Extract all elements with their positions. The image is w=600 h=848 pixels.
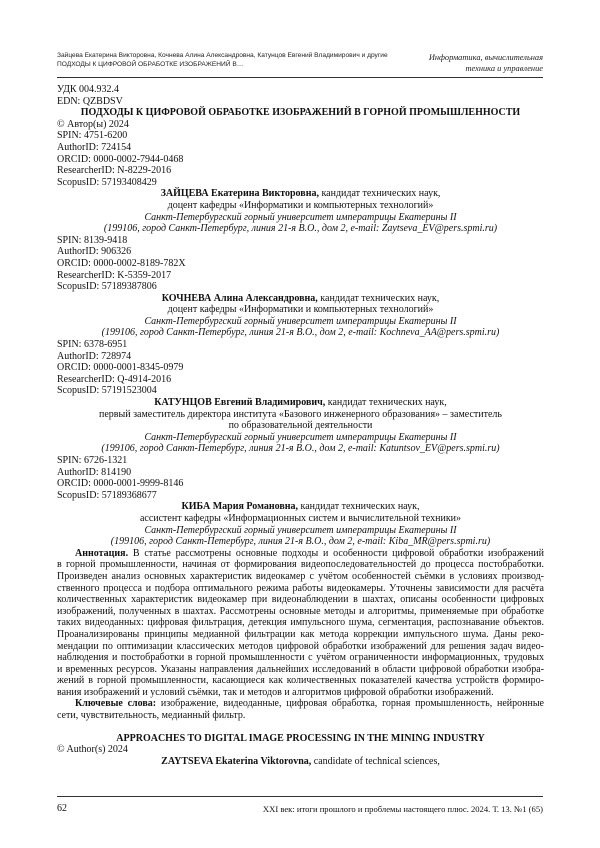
english-author-name: ZAYTSEVA Ekaterina Viktorovna,	[161, 755, 312, 767]
copyright-line: © Автор(ы) 2024	[57, 118, 129, 130]
edn-code: EDN: QZBDSV	[57, 95, 123, 107]
english-copyright: © Author(s) 2024	[57, 744, 128, 756]
abstract-line: наблюдения и постобработки в горной промышленности с учётом ограниченности информационных, трудовых	[57, 652, 544, 664]
author-id-line: ResearcherID: K-5359-2017	[57, 269, 172, 281]
author-id-line: ResearcherID: N-8229-2016	[57, 165, 172, 177]
running-header-journal	[393, 53, 543, 74]
author-id-line: SPIN: 8139-9418	[57, 234, 128, 246]
author-id-line: ScopusID: 57189368677	[57, 489, 157, 501]
author-id-line: ORCID: 0000-0001-8345-0979	[57, 362, 184, 374]
author-id-line: AuthorID: 906326	[57, 246, 132, 258]
author-ids	[57, 339, 544, 397]
author-id-line: SPIN: 6726-1321	[57, 455, 128, 466]
author-name-line	[57, 501, 544, 513]
keywords	[57, 698, 544, 721]
abstract-line: ственного процесса и подбора оптимального режима работы видеокамеры. Уточнены зависимости для расчёта	[57, 582, 544, 594]
footer-rule	[57, 796, 543, 797]
author-id-line: AuthorID: 728974	[57, 350, 132, 362]
running-header-left	[57, 52, 397, 69]
author-id-line: SPIN: 4751-6200	[57, 130, 128, 142]
abstract-line: в горной промышленности, начиная от формирования видеопоследовательностей до процесса постобработки.	[57, 559, 544, 571]
abstract	[57, 548, 544, 699]
abstract-line: Проанализированы принципы медианной фильтрации как метода коррекции импульсного шума. Даны реко-	[57, 628, 544, 640]
abstract-line: количественных характеристик видеокамер при видеонаблюдении в шахтах, описаны особенности цифровых	[57, 594, 544, 606]
author-address: (199106, город Санкт-Петербург, линия 21-я В.О., дом 2, e-mail: Katuntsov_EV@pers.spmi.ru)	[101, 443, 500, 455]
author-university: Санкт-Петербургский горный университет императрицы Екатерины II	[144, 211, 457, 223]
author-id-line: ScopusID: 57191523004	[57, 385, 157, 397]
author-id-line: ResearcherID: Q-4914-2016	[57, 373, 172, 385]
article-title: ПОДХОДЫ К ЦИФРОВОЙ ОБРАБОТКЕ ИЗОБРАЖЕНИЙ В ГОРНОЙ ПРОМЫШЛЕННОСТИ	[80, 107, 521, 119]
article-content	[57, 84, 544, 767]
author-position-cont: по образовательной деятельности	[228, 420, 373, 432]
author-id-line: ORCID: 0000-0002-7944-0468	[57, 153, 184, 165]
journal-section-line2: техника и управление	[465, 63, 543, 73]
author-position: ассистент кафедры «Информационных систем и вычислительной техники»	[139, 512, 462, 524]
author-id-line: SPIN: 6378-6951	[57, 339, 128, 351]
abstract-line: и временных ресурсов. Указаны направления дальнейших исследований в области цифровой обработки изобра-	[57, 663, 544, 675]
author-name-line	[57, 293, 544, 305]
author-degree: кандидат технических наук,	[298, 501, 420, 513]
author-name: КИБА Мария Романовна,	[181, 501, 299, 513]
footer-journal: XXI век: итоги прошлого и проблемы настоящего плюс. 2024. Т. 13. №1 (65)	[262, 804, 543, 814]
abstract-line: Аннотация. В статье рассмотрены основные подходы и особенности цифровой обработки изображений	[75, 547, 544, 559]
keywords-line: сети, чувствительность, медианный фильтр.	[57, 710, 246, 722]
author-position: доцент кафедры «Информатики и компьютерных технологий»	[167, 199, 434, 211]
page-number: 62	[57, 803, 67, 814]
author-id-line: AuthorID: 724154	[57, 141, 132, 153]
running-header-title: ПОДХОДЫ К ЦИФРОВОЙ ОБРАБОТКЕ ИЗОБРАЖЕНИЙ В…	[57, 60, 244, 68]
author-ids	[57, 455, 544, 501]
udk-code: УДК 004.932.4	[57, 84, 120, 95]
english-author-line	[57, 756, 544, 768]
abstract-label: Аннотация.	[75, 547, 129, 559]
author-address: (199106, город Санкт-Петербург, линия 21-я В.О., дом 2, e-mail: Zaytseva_EV@pers.spmi.ru)	[103, 223, 498, 235]
author-id-line: ORCID: 0000-0002-8189-782X	[57, 257, 186, 269]
author-degree: кандидат технических наук,	[318, 188, 441, 200]
author-name-line	[57, 397, 544, 409]
author-name: КАТУНЦОВ Евгений Владимирович,	[154, 397, 326, 409]
author-degree: кандидат технических наук,	[317, 292, 440, 304]
abstract-line: жений в горной промышленности, касающиеся как количественных показателей качества устройств формиро-	[57, 675, 544, 687]
abstract-line: вания изображений и условий съёмки, так и методов и алгоритмов цифровой обработки изображений.	[57, 686, 494, 698]
author-ids	[57, 235, 544, 293]
english-author-degree: candidate of technical sciences,	[311, 755, 440, 767]
journal-section-line1: Информатика, вычислительная	[428, 53, 543, 62]
keywords-line: Ключевые слова: изображение, видеоданные, цифровая обработка, горная промышленность, нейронные	[75, 698, 544, 710]
keywords-label: Ключевые слова:	[75, 698, 157, 710]
author-name-line	[57, 188, 544, 200]
author-id-line: ScopusID: 57193408429	[57, 176, 157, 188]
abstract-line: таких видеоданных: цифровая фильтрация, детекция импульсного шума, сегментация, распознавание объектов.	[57, 617, 544, 629]
author-ids	[57, 130, 544, 188]
author-id-line: ScopusID: 57189387806	[57, 281, 157, 293]
author-id-line: ORCID: 0000-0001-9999-8146	[57, 478, 184, 490]
author-address: (199106, город Санкт-Петербург, линия 21-я В.О., дом 2, e-mail: Kochneva_AA@pers.spmi.ru)	[101, 327, 500, 339]
author-position: первый заместитель директора института «Базового инженерного образования» – заместитель	[99, 408, 502, 420]
author-address: (199106, город Санкт-Петербург, линия 21-я В.О., дом 2, e-mail: Kiba_MR@pers.spmi.ru)	[110, 536, 491, 548]
author-name: КОЧНЕВА Алина Александровна,	[161, 292, 318, 304]
header-rule	[57, 77, 543, 78]
author-university: Санкт-Петербургский горный университет императрицы Екатерины II	[144, 524, 457, 536]
author-name: ЗАЙЦЕВА Екатерина Викторовна,	[160, 188, 319, 200]
abstract-line: изображений, полученных в шахтах. Рассмотрены основные методы и алгоритмы, применяемые при обработке	[57, 605, 544, 617]
abstract-line: Произведен анализ основных характеристик видеокамер с учётом особенностей съёмки в условиях производ-	[57, 570, 544, 582]
english-title: APPROACHES TO DIGITAL IMAGE PROCESSING IN THE MINING INDUSTRY	[116, 732, 485, 744]
author-university: Санкт-Петербургский горный университет императрицы Екатерины II	[144, 431, 457, 443]
author-degree: кандидат технических наук,	[325, 397, 447, 409]
running-header-authors: Зайцева Екатерина Викторовна, Кочнева Алина Александровна, Катунцов Евгений Владимирович и другие	[57, 52, 388, 59]
author-id-line: AuthorID: 814190	[57, 466, 132, 478]
author-position: доцент кафедры «Информатики и компьютерных технологий»	[167, 304, 434, 316]
abstract-line: мендации по оптимизации классических методов цифровой обработки изображений для решения задач видео-	[57, 640, 544, 652]
author-university: Санкт-Петербургский горный университет императрицы Екатерины II	[144, 315, 457, 327]
